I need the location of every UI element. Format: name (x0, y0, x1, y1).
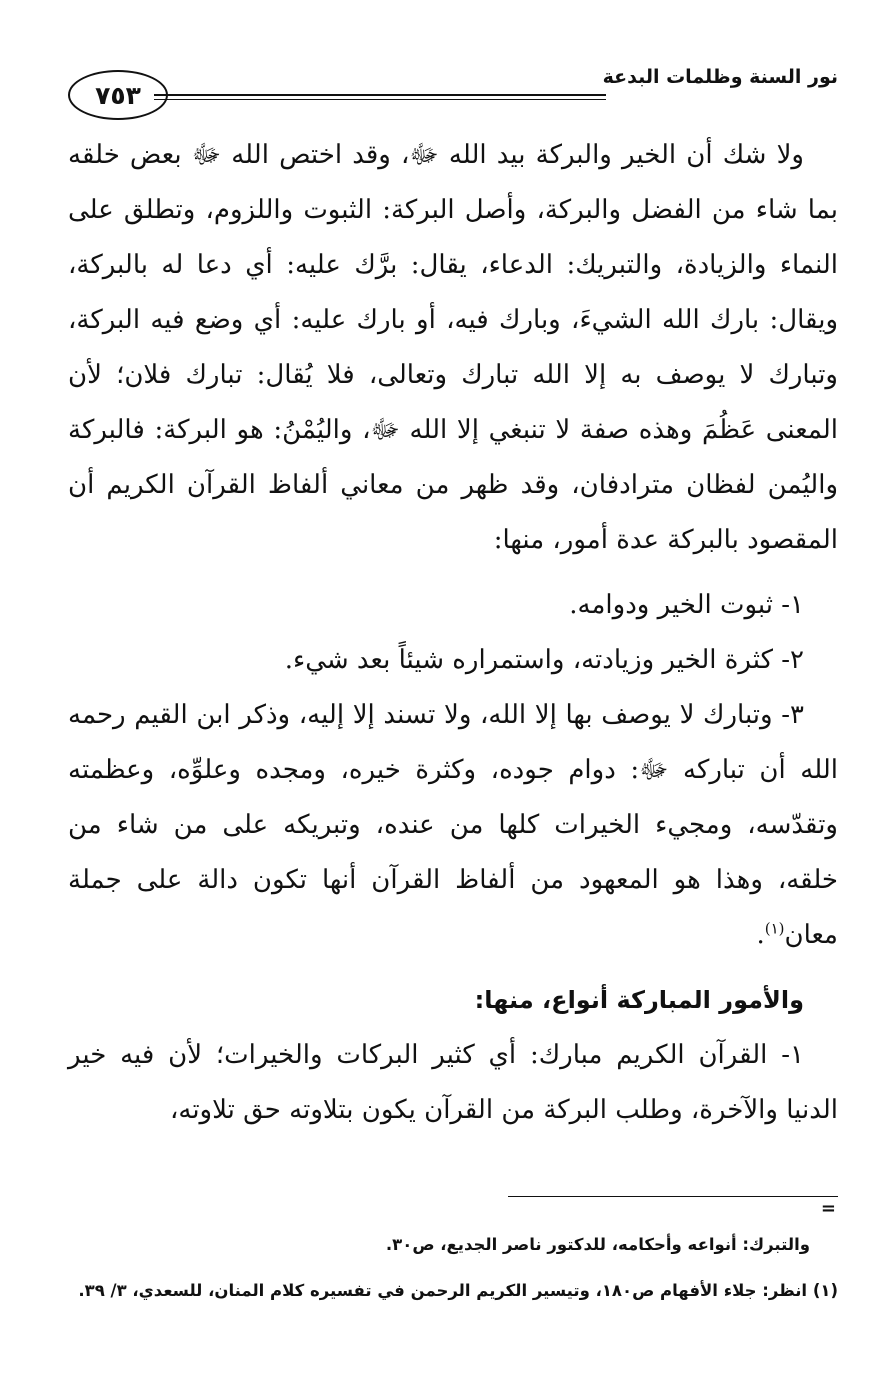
section-list-item-1: ١- القرآن الكريم مبارك: أي كثير البركات والخيرات؛ لأن فيه خير الدنيا والآخرة، وطلب البركة من القرآن يكون بتلاوته حق تلاوته، (68, 1040, 838, 1125)
footnotes (68, 1222, 838, 1314)
main-text (68, 128, 838, 1138)
footnote-continued: والتبرك: أنواعه وأحكامه، للدكتور ناصر الجديع، ص٣٠. (385, 1235, 810, 1254)
spacer (68, 568, 838, 578)
list-item-3-end: . (756, 920, 765, 950)
footnote-separator (508, 1196, 838, 1197)
list-item-2: ٢- كثرة الخير وزيادته، واستمراره شيئاً بعد شيء. (284, 645, 804, 675)
running-title: نور السنة وظلمات البدعة (602, 66, 838, 88)
header-rule (154, 94, 606, 100)
paragraph-1: ولا شك أن الخير والبركة بيد الله ﷻ، وقد اختص الله ﷻ بعض خلقه بما شاء من الفضل والبركة، وأصل البركة: الثبوت واللزوم، وتطلق على النماء والزيادة، والتبريك: الدعاء، يقال: برَّك عليه: أي دعا له بالبركة، ويقال: بارك الله الشيءَ، وبارك فيه، أو بارك عليه: أي وضع فيه البركة، وتبارك لا يوصف به إلا الله تبارك وتعالى، فلا يُقال: تبارك فلان؛ لأن المعنى عَظُمَ وهذه صفة لا تنبغي إلا الله ﷻ، واليُمْنُ: هو البركة: فالبركة واليُمن لفظان مترادفان، وقد ظهر من معاني ألفاظ القرآن الكريم أن المقصود بالبركة عدة أمور، منها: (68, 140, 838, 555)
footnote-1: (١) انظر: جلاء الأفهام ص١٨٠، وتيسير الكريم الرحمن في تفسيره كلام المنان، للسعدي، ٣/ ٣٩. (78, 1281, 838, 1300)
footnote-continuation-mark: = (820, 1198, 836, 1219)
spacer (68, 963, 838, 973)
footnote-ref-1[interactable]: (١) (764, 919, 785, 938)
book-page (68, 58, 838, 1358)
list-item-3 (68, 688, 838, 963)
page-number: ٧٥٣ (68, 70, 168, 120)
list-item-3-text: ٣- وتبارك لا يوصف بها إلا الله، ولا تسند إلا إليه، وذكر ابن القيم رحمه الله أن تباركه ﷻ: دوام جوده، وكثرة خيره، ومجده وعلوِّه، وعظمته وتقدّسه، ومجيء الخيرات كلها من عنده، وتبريكه على من شاء من خلقه، وهذا هو المعهود من ألفاظ القرآن أنها تكون دالة على جملة معان (68, 700, 838, 950)
section-heading: والأمور المباركة أنواع، منها: (474, 986, 804, 1014)
list-item-1: ١- ثبوت الخير ودوامه. (569, 590, 804, 620)
page-header (68, 58, 838, 128)
